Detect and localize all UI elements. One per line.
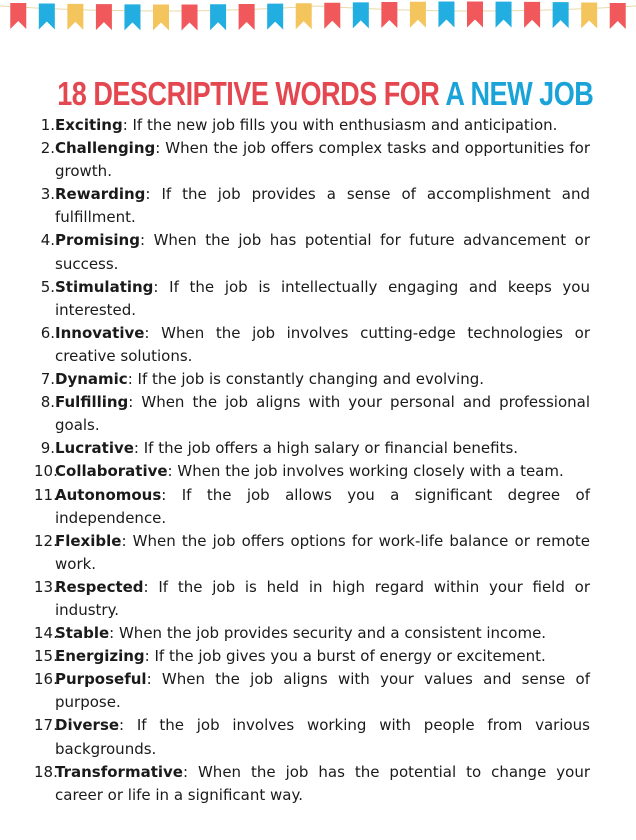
item-term: Dynamic [55, 370, 128, 389]
bunting-flag [524, 2, 540, 28]
item-description: : If the job gives you a burst of energy or excitement. [144, 647, 546, 666]
item-term: Energizing [55, 647, 145, 666]
item-text [55, 137, 590, 183]
list-item [34, 276, 590, 322]
item-text [55, 484, 590, 530]
list-item [34, 322, 590, 368]
item-number: 1. [40, 116, 55, 134]
item-number: 2. [40, 139, 55, 158]
bunting-flag [324, 3, 340, 29]
item-description: : If the job is held in high regard within your field or industry. [55, 577, 590, 619]
list-item [34, 484, 590, 530]
item-term: Transformative [55, 762, 183, 781]
item-number: 17. [34, 716, 58, 735]
item-number: 6. [40, 323, 55, 342]
bunting-flag [496, 2, 512, 28]
item-term: Challenging [55, 139, 156, 158]
item-term: Diverse [55, 716, 120, 735]
item-description: : If the new job fills you with enthusiasm and anticipation. [122, 116, 558, 134]
item-text [55, 437, 590, 460]
item-term: Lucrative [55, 439, 134, 458]
list-item [34, 368, 590, 391]
bunting-flag [67, 4, 83, 30]
list-item [34, 137, 590, 183]
item-term: Purposeful [55, 670, 147, 689]
list-item [34, 391, 590, 437]
list-item [34, 622, 590, 645]
bunting-flag [353, 2, 369, 28]
title-part-red: 18 DESCRIPTIVE WORDS FOR [57, 75, 440, 113]
bunting-flag [10, 3, 26, 29]
item-description: : When the job has the potential to change your career or life in a significant way. [55, 762, 590, 804]
item-term: Autonomous [55, 485, 162, 504]
item-number: 14. [34, 624, 58, 643]
item-number: 5. [40, 277, 55, 296]
item-number: 12. [34, 531, 58, 550]
list-item [34, 229, 590, 275]
item-description: : If the job is intellectually engaging and keeps you interested. [55, 277, 590, 319]
item-number: 4. [40, 231, 55, 250]
bunting-flag [381, 2, 397, 28]
item-text [55, 530, 590, 576]
item-number: 3. [40, 185, 55, 204]
item-description: : If the job offers a high salary or financial benefits. [133, 439, 519, 458]
item-text [55, 645, 590, 668]
item-description: : When the job offers options for work-life balance or remote work. [55, 531, 590, 573]
item-description: : When the job aligns with your values and sense of purpose. [55, 670, 590, 712]
list-item [34, 530, 590, 576]
item-term: Fulfilling [55, 393, 129, 412]
item-number: 9. [40, 439, 55, 458]
bunting-flag [581, 3, 597, 29]
list-item [34, 668, 590, 714]
list-item [34, 114, 590, 137]
bunting-flag [553, 2, 569, 28]
item-term: Exciting [55, 116, 123, 134]
item-description: : When the job aligns with your personal and professional goals. [55, 393, 590, 435]
item-description: : If the job is constantly changing and evolving. [127, 370, 485, 389]
list-item [34, 183, 590, 229]
bunting-flag [210, 4, 226, 30]
bunting-flag [438, 2, 454, 28]
item-term: Collaborative [55, 462, 168, 481]
item-term: Rewarding [55, 185, 146, 204]
list-item [34, 645, 590, 668]
item-text [55, 622, 590, 645]
item-description: : When the job offers complex tasks and opportunities for growth. [55, 139, 590, 181]
item-number: 8. [40, 393, 55, 412]
item-description: : If the job involves working with people from various backgrounds. [55, 716, 590, 758]
item-text [55, 576, 590, 622]
item-number: 13. [34, 577, 58, 596]
bunting-flag [153, 4, 169, 30]
item-number: 11. [34, 485, 58, 504]
item-text [55, 714, 590, 760]
item-term: Respected [55, 577, 144, 596]
item-description: : If the job allows you a significant degree of independence. [55, 485, 590, 527]
item-term: Stimulating [55, 277, 154, 296]
item-text [55, 114, 590, 137]
item-term: Stable [55, 624, 110, 643]
bunting-flag [467, 2, 483, 28]
item-text [55, 368, 590, 391]
item-text [55, 460, 590, 483]
bunting-flag [239, 4, 255, 30]
item-text [55, 229, 590, 275]
page-title [57, 74, 594, 114]
word-list [34, 114, 590, 807]
item-number: 10. [34, 462, 58, 481]
item-text [55, 183, 590, 229]
item-description: : When the job involves working closely with a team. [167, 462, 564, 481]
list-item [34, 460, 590, 483]
item-description: : When the job provides security and a consistent income. [109, 624, 547, 643]
bunting-banner [0, 0, 636, 40]
item-text [55, 761, 590, 807]
bunting-flag [182, 4, 198, 30]
item-description: : When the job involves cutting-edge technologies or creative solutions. [55, 323, 590, 365]
bunting-flag [410, 2, 426, 28]
item-number: 18. [34, 762, 58, 781]
item-term: Flexible [55, 531, 122, 550]
bunting-flag [96, 4, 112, 30]
item-term: Innovative [55, 323, 145, 342]
item-text [55, 668, 590, 714]
list-item [34, 437, 590, 460]
item-text [55, 391, 590, 437]
title-part-blue: A NEW JOB [445, 75, 594, 113]
list-item [34, 714, 590, 760]
item-description: : If the job provides a sense of accomplishment and fulfillment. [55, 185, 590, 227]
item-number: 7. [40, 370, 55, 389]
bunting-flag [124, 4, 140, 30]
bunting-flag [267, 4, 283, 30]
item-text [55, 276, 590, 322]
item-number: 16. [34, 670, 58, 689]
item-text [55, 322, 590, 368]
list-item [34, 761, 590, 807]
list-item [34, 576, 590, 622]
item-description: : When the job has potential for future advancement or success. [55, 231, 590, 273]
item-number: 15. [34, 647, 58, 666]
bunting-flag [39, 3, 55, 29]
bunting-flag [610, 3, 626, 29]
bunting-flag [296, 3, 312, 29]
item-term: Promising [55, 231, 140, 250]
